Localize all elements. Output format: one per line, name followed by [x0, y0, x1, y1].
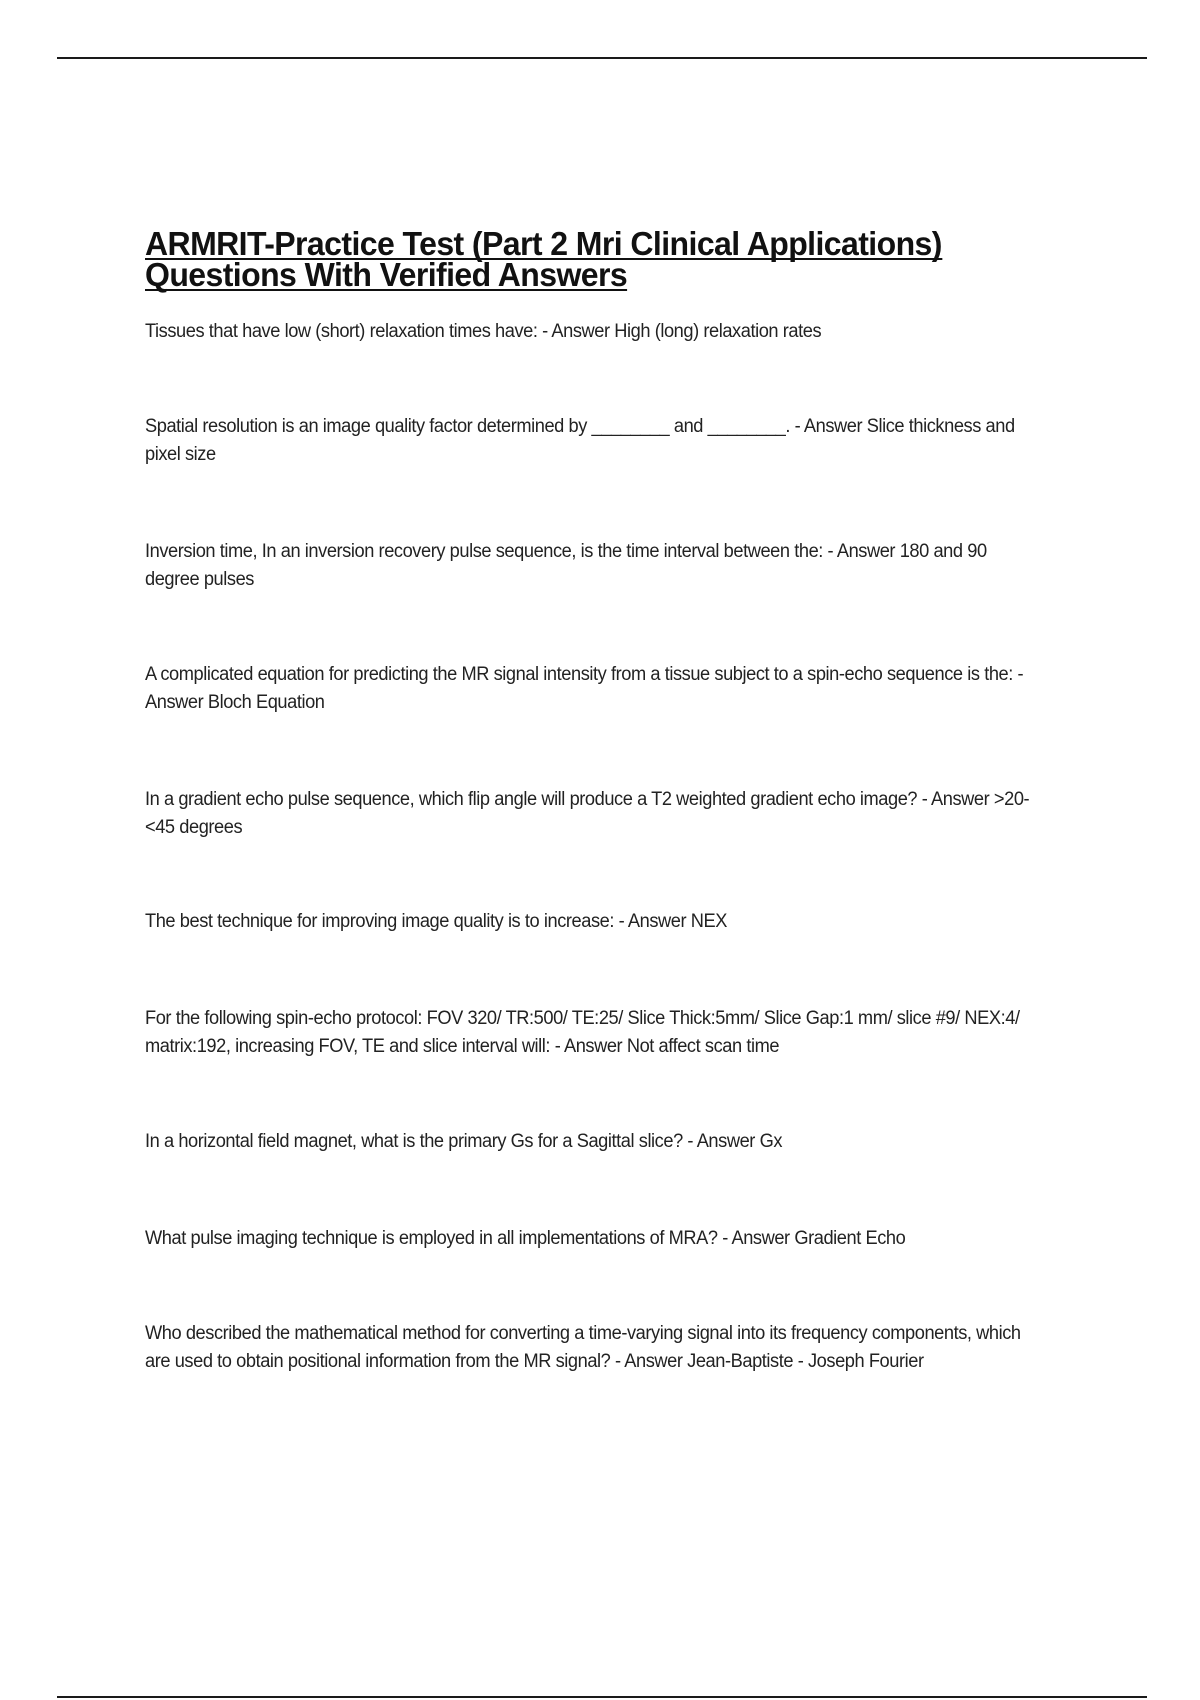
document-title — [145, 225, 1047, 293]
qa-item: The best technique for improving image quality is to increase: - Answer NEX — [145, 911, 727, 932]
footer-rule — [57, 1696, 1147, 1698]
title-line-2: Questions With Verified Answers — [145, 256, 628, 293]
qa-item: In a gradient echo pulse sequence, which flip angle will produce a T2 weighted gradient echo image? - Answer >20-<45 degrees — [145, 789, 1030, 838]
qa-item: A complicated equation for predicting the MR signal intensity from a tissue subject to a spin-echo sequence is the: - Answer Bloch Equation — [145, 664, 1024, 713]
qa-item: What pulse imaging technique is employed in all implementations of MRA? - Answer Gradient Echo — [145, 1228, 906, 1249]
qa-item: Spatial resolution is an image quality factor determined by ________ and ________. - Answer Slice thickness and pixel size — [145, 416, 1015, 465]
qa-item: Tissues that have low (short) relaxation times have: - Answer High (long) relaxation rates — [145, 321, 822, 342]
qa-item: Who described the mathematical method for converting a time-varying signal into its frequency components, which are used to obtain positional information from the MR signal? - Answer Jean-Baptiste - Joseph Fourier — [145, 1323, 1021, 1372]
qa-item: In a horizontal field magnet, what is the primary Gs for a Sagittal slice? - Answer Gx — [145, 1131, 783, 1152]
header-rule — [57, 57, 1147, 59]
qa-item: Inversion time, In an inversion recovery pulse sequence, is the time interval between the: - Answer 180 and 90 degree pulses — [145, 541, 987, 590]
title-line-1: ARMRIT-Practice Test (Part 2 Mri Clinical Applications) — [145, 225, 942, 262]
qa-item: For the following spin-echo protocol: FOV 320/ TR:500/ TE:25/ Slice Thick:5mm/ Slice Gap:1 mm/ slice #9/ NEX:4/ matrix:192, increasing FOV, TE and slice interval will: - Answer Not affect scan time — [145, 1008, 1020, 1057]
